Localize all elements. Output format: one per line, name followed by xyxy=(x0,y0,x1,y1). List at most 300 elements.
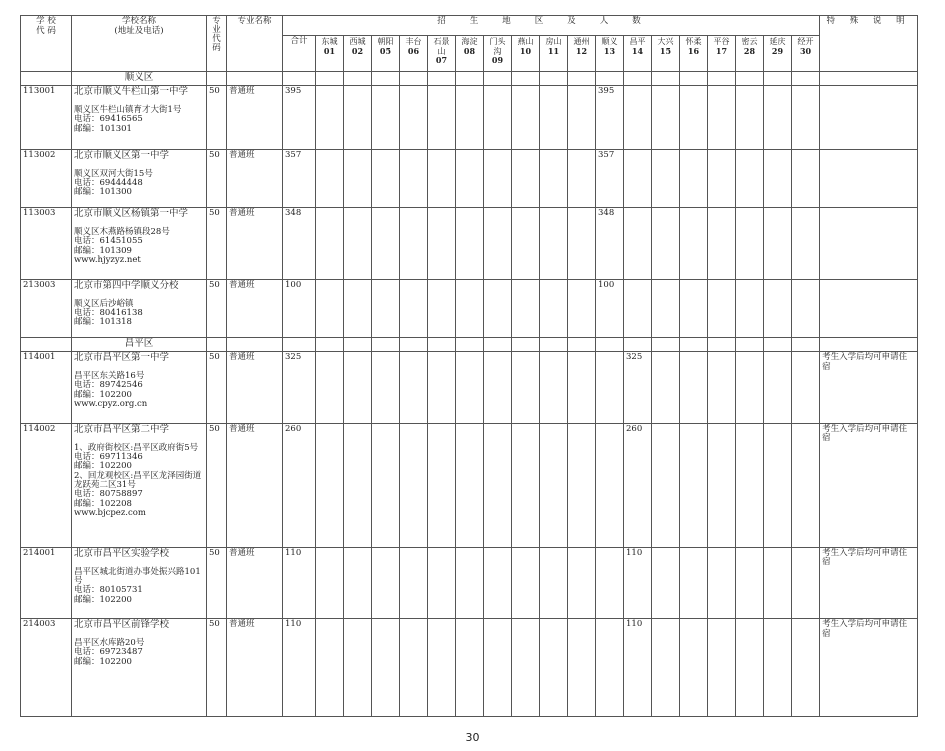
empty-cell xyxy=(344,338,372,352)
school-row xyxy=(21,547,918,619)
school-name: 北京市顺义区第一中学 xyxy=(74,149,170,161)
empty-cell xyxy=(624,279,652,337)
school-name: 北京市顺义牛栏山第一中学 xyxy=(74,86,189,98)
special-note xyxy=(820,86,918,149)
school-address: 顺义区双河大街15号 电话：69444448 邮编：101300 xyxy=(74,168,153,198)
empty-cell xyxy=(344,149,372,207)
major-code: 50 xyxy=(207,352,227,424)
empty-cell xyxy=(484,423,512,547)
region-name: 石景山 xyxy=(433,37,450,56)
region-header xyxy=(456,36,484,72)
region-header xyxy=(428,36,456,72)
empty-cell xyxy=(540,338,568,352)
empty-cell xyxy=(540,279,568,337)
empty-cell xyxy=(568,619,596,717)
special-note: 考生入学后均可申请住宿 xyxy=(820,619,918,717)
district-row xyxy=(21,72,918,86)
empty-cell xyxy=(372,423,400,547)
school-name-header-sub: (地址及电话) xyxy=(114,25,164,36)
empty-cell xyxy=(652,619,680,717)
empty-cell xyxy=(736,149,764,207)
school-address: 1、政府街校区:昌平区政府街5号 电话：69711346 邮编：102200 2、回龙观校区:昌平区龙泽园街道龙跃苑二区31号 电话：80758897 邮编：102208 www.bjcpez.com xyxy=(74,442,202,519)
empty-cell xyxy=(568,279,596,337)
region-header xyxy=(764,36,792,72)
region-code: 30 xyxy=(799,45,812,56)
empty-cell xyxy=(372,352,400,424)
empty-cell xyxy=(456,208,484,280)
total-quota: 395 xyxy=(283,86,316,149)
empty-cell xyxy=(708,279,736,337)
empty-cell xyxy=(512,208,540,280)
school-code: 113001 xyxy=(21,86,72,149)
region-header xyxy=(624,36,652,72)
school-address: 昌平区城北街道办事处振兴路101号 电话：80105731 邮编：102200 xyxy=(74,566,201,605)
region-header xyxy=(316,36,344,72)
empty-cell xyxy=(708,619,736,717)
region-code: 06 xyxy=(407,45,420,56)
district-name: 顺义区 xyxy=(72,72,207,86)
region-code: 02 xyxy=(351,45,364,56)
empty-cell xyxy=(428,619,456,717)
special-note xyxy=(820,149,918,207)
school-info xyxy=(72,208,207,280)
region-quota: 325 xyxy=(624,352,652,424)
school-row xyxy=(21,619,918,717)
empty-cell xyxy=(596,547,624,619)
major-code: 50 xyxy=(207,619,227,717)
empty-cell xyxy=(400,619,428,717)
empty-cell xyxy=(764,72,792,86)
empty-cell xyxy=(512,86,540,149)
empty-cell xyxy=(792,352,820,424)
region-code: 09 xyxy=(491,55,504,66)
major-name: 普通班 xyxy=(227,149,283,207)
empty-cell xyxy=(316,423,344,547)
empty-cell xyxy=(428,423,456,547)
major-code: 50 xyxy=(207,423,227,547)
major-code: 50 xyxy=(207,547,227,619)
major-name: 普通班 xyxy=(227,208,283,280)
region-code: 17 xyxy=(715,45,728,56)
empty-cell xyxy=(372,279,400,337)
empty-cell xyxy=(344,279,372,337)
empty-cell xyxy=(484,619,512,717)
empty-cell xyxy=(428,338,456,352)
empty-cell xyxy=(484,208,512,280)
empty-cell xyxy=(456,338,484,352)
empty-cell xyxy=(512,338,540,352)
empty-cell xyxy=(428,149,456,207)
empty-cell xyxy=(372,86,400,149)
total-quota: 357 xyxy=(283,149,316,207)
region-header xyxy=(652,36,680,72)
school-row xyxy=(21,149,918,207)
empty-cell xyxy=(708,86,736,149)
region-name: 平谷 xyxy=(713,37,730,46)
empty-cell xyxy=(428,279,456,337)
school-name: 北京市顺义区杨镇第一中学 xyxy=(74,208,189,220)
empty-cell xyxy=(227,72,283,86)
region-name: 丰台 xyxy=(405,37,422,46)
empty-cell xyxy=(456,547,484,619)
school-code: 113002 xyxy=(21,149,72,207)
region-quota: 110 xyxy=(624,547,652,619)
district-code-cell xyxy=(21,338,72,352)
empty-cell xyxy=(568,338,596,352)
region-name: 通州 xyxy=(573,37,590,46)
empty-cell xyxy=(283,338,316,352)
empty-cell xyxy=(596,72,624,86)
region-header xyxy=(680,36,708,72)
region-code: 15 xyxy=(659,45,672,56)
empty-cell xyxy=(540,149,568,207)
empty-cell xyxy=(372,208,400,280)
region-code: 16 xyxy=(687,45,700,56)
empty-cell xyxy=(708,352,736,424)
region-name: 延庆 xyxy=(769,37,786,46)
region-name: 燕山 xyxy=(517,37,534,46)
empty-cell xyxy=(680,86,708,149)
school-address: 昌平区水库路20号 电话：69723487 邮编：102200 xyxy=(74,638,145,667)
empty-cell xyxy=(400,338,428,352)
empty-cell xyxy=(680,72,708,86)
region-quota: 260 xyxy=(624,423,652,547)
school-code: 214003 xyxy=(21,619,72,717)
region-header xyxy=(708,36,736,72)
empty-cell xyxy=(512,72,540,86)
empty-cell xyxy=(792,279,820,337)
empty-cell xyxy=(540,352,568,424)
empty-cell xyxy=(708,149,736,207)
special-note: 考生入学后均可申请住宿 xyxy=(820,423,918,547)
school-row xyxy=(21,423,918,547)
empty-cell xyxy=(344,72,372,86)
empty-cell xyxy=(484,149,512,207)
empty-cell xyxy=(708,423,736,547)
region-name: 密云 xyxy=(741,37,758,46)
region-header xyxy=(344,36,372,72)
empty-cell xyxy=(540,547,568,619)
empty-cell xyxy=(400,423,428,547)
empty-cell xyxy=(372,149,400,207)
region-code: 11 xyxy=(547,45,560,56)
region-header xyxy=(372,36,400,72)
empty-cell xyxy=(512,423,540,547)
school-code-header: 学 校 代 码 xyxy=(21,16,72,72)
empty-cell xyxy=(652,149,680,207)
admission-table xyxy=(20,15,918,717)
empty-cell xyxy=(820,72,918,86)
total-quota: 325 xyxy=(283,352,316,424)
region-name: 房山 xyxy=(545,37,562,46)
empty-cell xyxy=(456,86,484,149)
empty-cell xyxy=(764,86,792,149)
empty-cell xyxy=(680,338,708,352)
empty-cell xyxy=(456,423,484,547)
major-name-header: 专业名称 xyxy=(227,16,283,72)
region-name: 东城 xyxy=(321,37,338,46)
empty-cell xyxy=(400,208,428,280)
empty-cell xyxy=(680,619,708,717)
empty-cell xyxy=(764,149,792,207)
empty-cell xyxy=(372,72,400,86)
empty-cell xyxy=(652,86,680,149)
region-quota: 395 xyxy=(596,86,624,149)
school-name: 北京市昌平区前锋学校 xyxy=(74,619,170,631)
empty-cell xyxy=(568,547,596,619)
empty-cell xyxy=(344,352,372,424)
special-note xyxy=(820,208,918,280)
region-code: 08 xyxy=(463,45,476,56)
major-code: 50 xyxy=(207,86,227,149)
empty-cell xyxy=(652,72,680,86)
school-name: 北京市昌平区实验学校 xyxy=(74,547,170,559)
empty-cell xyxy=(764,423,792,547)
region-quota: 348 xyxy=(596,208,624,280)
empty-cell xyxy=(456,352,484,424)
empty-cell xyxy=(680,423,708,547)
region-header xyxy=(400,36,428,72)
district-code-cell xyxy=(21,72,72,86)
empty-cell xyxy=(708,338,736,352)
empty-cell xyxy=(680,149,708,207)
school-name: 北京市昌平区第二中学 xyxy=(74,423,170,435)
region-quota: 357 xyxy=(596,149,624,207)
empty-cell xyxy=(568,352,596,424)
region-title-header: 招生地区及人数 xyxy=(283,16,820,36)
empty-cell xyxy=(540,619,568,717)
region-header xyxy=(792,36,820,72)
school-code: 114001 xyxy=(21,352,72,424)
empty-cell xyxy=(736,72,764,86)
empty-cell xyxy=(624,208,652,280)
region-code: 12 xyxy=(575,45,588,56)
empty-cell xyxy=(540,72,568,86)
region-code: 07 xyxy=(435,55,448,66)
empty-cell xyxy=(792,208,820,280)
empty-cell xyxy=(484,547,512,619)
empty-cell xyxy=(456,279,484,337)
empty-cell xyxy=(428,86,456,149)
total-quota: 260 xyxy=(283,423,316,547)
empty-cell xyxy=(652,352,680,424)
empty-cell xyxy=(400,547,428,619)
empty-cell xyxy=(456,72,484,86)
empty-cell xyxy=(680,352,708,424)
region-header xyxy=(540,36,568,72)
empty-cell xyxy=(736,352,764,424)
major-name: 普通班 xyxy=(227,352,283,424)
empty-cell xyxy=(512,619,540,717)
school-name-header xyxy=(72,16,207,72)
empty-cell xyxy=(680,208,708,280)
empty-cell xyxy=(792,547,820,619)
region-header xyxy=(596,36,624,72)
region-quota: 110 xyxy=(624,619,652,717)
region-code: 05 xyxy=(379,45,392,56)
empty-cell xyxy=(652,338,680,352)
empty-cell xyxy=(344,423,372,547)
empty-cell xyxy=(624,149,652,207)
school-code: 214001 xyxy=(21,547,72,619)
empty-cell xyxy=(792,619,820,717)
empty-cell xyxy=(400,72,428,86)
empty-cell xyxy=(568,72,596,86)
school-info xyxy=(72,149,207,207)
empty-cell xyxy=(764,352,792,424)
region-quota: 100 xyxy=(596,279,624,337)
empty-cell xyxy=(283,72,316,86)
region-header xyxy=(512,36,540,72)
school-row xyxy=(21,352,918,424)
region-header xyxy=(484,36,512,72)
empty-cell xyxy=(484,72,512,86)
region-name: 昌平 xyxy=(629,37,646,46)
empty-cell xyxy=(428,352,456,424)
empty-cell xyxy=(736,423,764,547)
major-name: 普通班 xyxy=(227,547,283,619)
empty-cell xyxy=(764,338,792,352)
empty-cell xyxy=(596,619,624,717)
empty-cell xyxy=(680,547,708,619)
region-name: 门头沟 xyxy=(489,37,506,56)
empty-cell xyxy=(736,208,764,280)
major-code: 50 xyxy=(207,149,227,207)
major-name: 普通班 xyxy=(227,86,283,149)
empty-cell xyxy=(344,547,372,619)
empty-cell xyxy=(792,86,820,149)
special-note xyxy=(820,279,918,337)
school-name-header-main: 学校名称 xyxy=(121,16,156,26)
empty-cell xyxy=(372,619,400,717)
school-row xyxy=(21,279,918,337)
empty-cell xyxy=(736,86,764,149)
empty-cell xyxy=(708,72,736,86)
region-code: 29 xyxy=(771,45,784,56)
empty-cell xyxy=(316,352,344,424)
empty-cell xyxy=(400,149,428,207)
major-name: 普通班 xyxy=(227,279,283,337)
empty-cell xyxy=(400,279,428,337)
empty-cell xyxy=(316,208,344,280)
empty-cell xyxy=(652,279,680,337)
empty-cell xyxy=(428,72,456,86)
empty-cell xyxy=(624,72,652,86)
empty-cell xyxy=(792,72,820,86)
total-quota: 100 xyxy=(283,279,316,337)
special-note: 考生入学后均可申请住宿 xyxy=(820,352,918,424)
district-name: 昌平区 xyxy=(72,338,207,352)
page-number: 30 xyxy=(465,731,480,744)
major-name: 普通班 xyxy=(227,619,283,717)
empty-cell xyxy=(484,338,512,352)
school-code: 113003 xyxy=(21,208,72,280)
total-quota: 110 xyxy=(283,547,316,619)
empty-cell xyxy=(596,338,624,352)
empty-cell xyxy=(484,352,512,424)
major-code: 50 xyxy=(207,279,227,337)
school-row xyxy=(21,86,918,149)
empty-cell xyxy=(624,338,652,352)
region-name: 朝阳 xyxy=(377,37,394,46)
empty-cell xyxy=(512,149,540,207)
school-info xyxy=(72,423,207,547)
school-address: 顺义区后沙峪镇 电话：80416138 邮编：101318 xyxy=(74,298,143,328)
major-code-header: 专 业 代 码 xyxy=(207,16,227,72)
empty-cell xyxy=(708,208,736,280)
region-code: 01 xyxy=(323,45,336,56)
region-code: 13 xyxy=(603,45,616,56)
empty-cell xyxy=(428,547,456,619)
notes-header: 特 殊 说 明 xyxy=(820,16,918,72)
empty-cell xyxy=(344,619,372,717)
empty-cell xyxy=(568,423,596,547)
school-info xyxy=(72,279,207,337)
empty-cell xyxy=(207,72,227,86)
empty-cell xyxy=(484,279,512,337)
empty-cell xyxy=(652,423,680,547)
empty-cell xyxy=(400,86,428,149)
empty-cell xyxy=(512,279,540,337)
school-name: 北京市昌平区第一中学 xyxy=(74,352,170,364)
empty-cell xyxy=(316,338,344,352)
region-name: 顺义 xyxy=(601,37,618,46)
empty-cell xyxy=(652,208,680,280)
region-name: 经开 xyxy=(797,37,814,46)
empty-cell xyxy=(540,423,568,547)
empty-cell xyxy=(400,352,428,424)
region-code: 10 xyxy=(519,45,532,56)
empty-cell xyxy=(568,86,596,149)
region-header xyxy=(568,36,596,72)
region-name: 海淀 xyxy=(461,37,478,46)
major-name: 普通班 xyxy=(227,423,283,547)
empty-cell xyxy=(568,208,596,280)
empty-cell xyxy=(456,149,484,207)
empty-cell xyxy=(316,72,344,86)
empty-cell xyxy=(316,279,344,337)
major-code: 50 xyxy=(207,208,227,280)
school-address: 顺义区牛栏山镇育才大街1号 电话：69416565 邮编：101301 xyxy=(74,105,182,134)
empty-cell xyxy=(736,619,764,717)
total-quota: 110 xyxy=(283,619,316,717)
empty-cell xyxy=(652,547,680,619)
region-name: 大兴 xyxy=(657,37,674,46)
empty-cell xyxy=(792,423,820,547)
special-note: 考生入学后均可申请住宿 xyxy=(820,547,918,619)
empty-cell xyxy=(792,338,820,352)
empty-cell xyxy=(316,149,344,207)
empty-cell xyxy=(764,619,792,717)
school-row xyxy=(21,208,918,280)
region-header xyxy=(736,36,764,72)
empty-cell xyxy=(764,208,792,280)
empty-cell xyxy=(512,547,540,619)
empty-cell xyxy=(316,619,344,717)
school-info xyxy=(72,86,207,149)
empty-cell xyxy=(207,338,227,352)
school-info xyxy=(72,619,207,717)
empty-cell xyxy=(344,208,372,280)
empty-cell xyxy=(568,149,596,207)
empty-cell xyxy=(316,86,344,149)
empty-cell xyxy=(344,86,372,149)
empty-cell xyxy=(820,338,918,352)
total-header: 合计 xyxy=(283,36,316,72)
empty-cell xyxy=(736,338,764,352)
empty-cell xyxy=(764,279,792,337)
empty-cell xyxy=(372,547,400,619)
